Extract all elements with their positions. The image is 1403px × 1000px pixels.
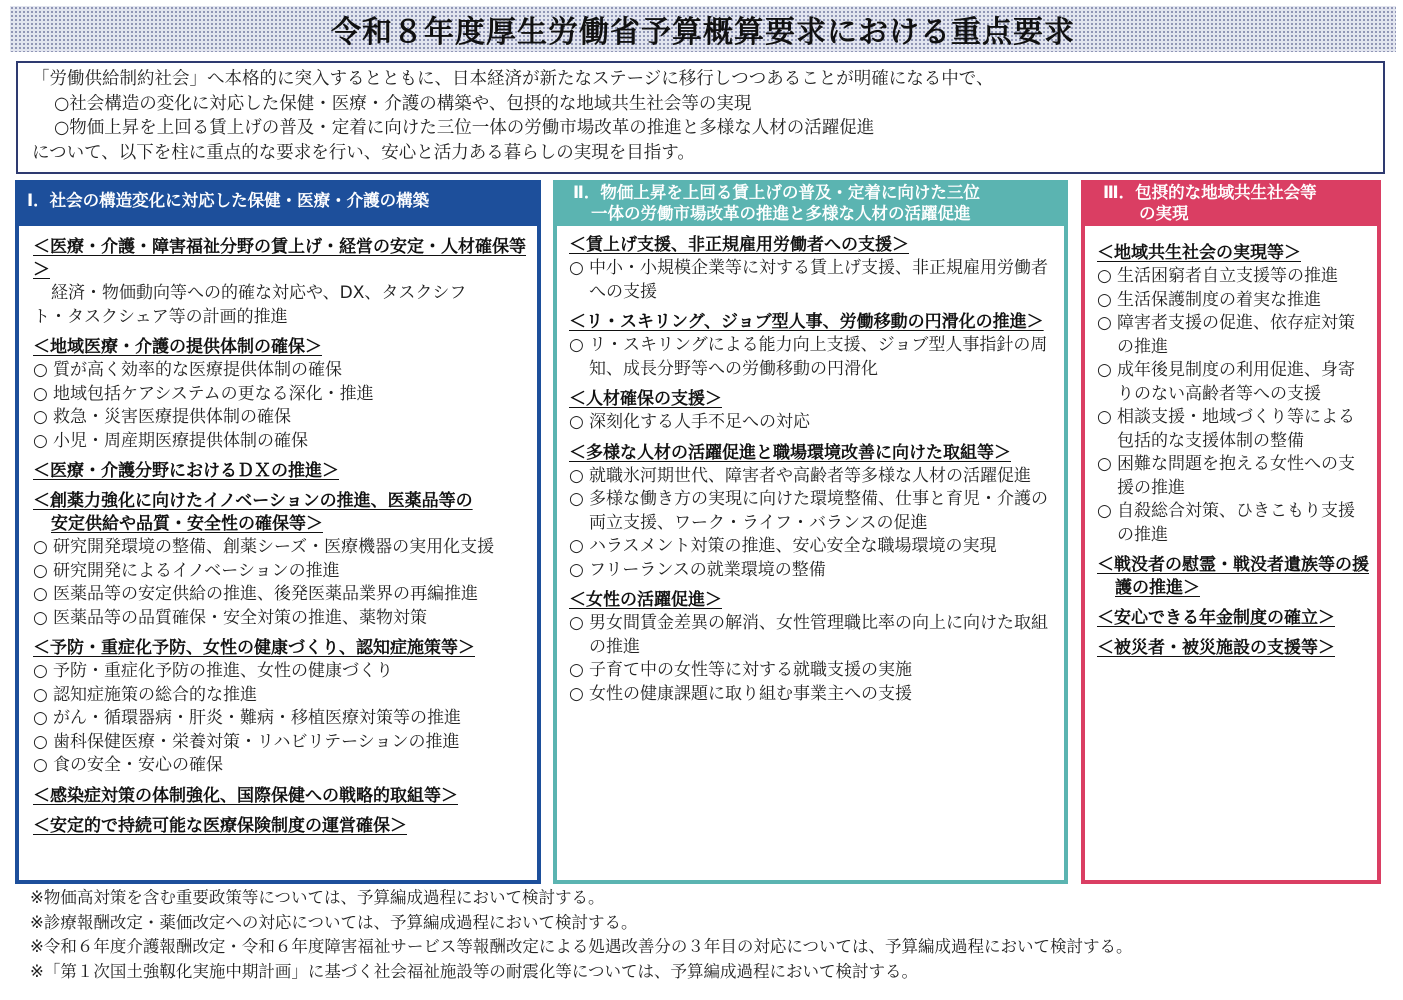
section [33, 236, 527, 329]
bullet-icon: ○ [33, 360, 48, 380]
bullet-icon: ○ [33, 407, 48, 427]
list-item: ○ 認知症施策の総合的な推進 [33, 684, 527, 708]
section [33, 490, 527, 630]
list-item: ○ 成年後見制度の利用促進、身寄りのない高齢者等への支援 [1097, 360, 1355, 404]
list-item: ○ フリーランスの就業環境の整備 [569, 559, 1058, 583]
section [1097, 242, 1369, 547]
list-item: ○ 生活保護制度の着実な推進 [1097, 289, 1369, 313]
list-item: ○ 多様な働き方の実現に向けた環境整備、仕事と育児・介護の両立支援、ワーク・ライフ・バランスの促進 [569, 489, 1048, 533]
bullet-icon: ○ [1097, 454, 1112, 474]
bullet-icon: ○ [1097, 360, 1112, 380]
list-item: ○ 女性の健康課題に取り組む事業主への支援 [569, 683, 1058, 707]
list-item: ○ 救急・災害医療提供体制の確保 [33, 406, 527, 430]
section-heading: ＜賃上げ支援、非正規雇用労働者への支援＞ [569, 235, 909, 255]
section-heading: ＜被災者・被災施設の支援等＞ [1097, 638, 1335, 658]
footnote: ※「第１次国土強靱化実施中期計画」に基づく社会福祉施設等の耐震化等については、予算編成過程において検討する。 [30, 961, 918, 981]
section [569, 442, 1058, 583]
list-item: ○ 小児・周産期医療提供体制の確保 [33, 430, 527, 454]
bullet-icon: ○ [33, 584, 48, 604]
bullet-icon: ○ [569, 613, 584, 633]
bullet-icon: ○ [569, 683, 584, 704]
bullet-icon: ○ [569, 536, 584, 556]
bullet-icon: ○ [1097, 501, 1112, 521]
list-item: ○ ハラスメント対策の推進、安心安全な職場環境の実現 [569, 535, 1058, 559]
list-item: ○ 地域包括ケアシステムの更なる深化・推進 [33, 383, 527, 407]
pillar-3-panel [1081, 180, 1381, 884]
list-item: ○ 研究開発によるイノベーションの推進 [33, 560, 527, 584]
bullet-icon: ○ [33, 560, 48, 581]
section-heading: ＜リ・スキリング、ジョブ型人事、労働移動の円滑化の推進＞ [569, 312, 1044, 332]
pillar-1-heading: Ⅰ．社会の構造変化に対応した保健・医療・介護の構築 [15, 180, 541, 226]
intro-line: ○物価上昇を上回る賃上げの普及・定着に向けた三位一体の労働市場改革の推進と多様な人材の活躍促進 [54, 118, 875, 138]
section-heading: ＜女性の活躍促進＞ [569, 590, 722, 610]
bullet-icon: ○ [33, 607, 48, 628]
section-heading: ＜医療・介護分野におけるＤＸの推進＞ [33, 461, 339, 481]
section-heading: ＜地域共生社会の実現等＞ [1097, 243, 1301, 263]
section-heading: ＜人材確保の支援＞ [569, 389, 722, 409]
bullet-icon: ○ [33, 708, 48, 728]
list-item: ○ 相談支援・地域づくり等による包括的な支援体制の整備 [1097, 407, 1355, 451]
bullet-icon: ○ [569, 489, 584, 509]
list-item: ○ 困難な問題を抱える女性への支援の推進 [1097, 454, 1355, 498]
bullet-icon: ○ [569, 258, 584, 278]
bullet-icon: ○ [1097, 266, 1112, 286]
title-banner [10, 6, 1396, 52]
section-heading: ＜地域医療・介護の提供体制の確保＞ [33, 337, 322, 357]
bullet-icon: ○ [33, 755, 48, 775]
intro-box [16, 61, 1385, 174]
page-title: 令和８年度厚生労働省予算概算要求における重点要求 [331, 15, 1075, 50]
bullet-icon: ○ [1097, 313, 1112, 333]
bullet-icon: ○ [33, 383, 48, 404]
section [33, 815, 527, 838]
list-item: ○ 質が高く効率的な医療提供体制の確保 [33, 359, 527, 383]
list-item: ○ 男女間賃金差異の解消、女性管理職比率の向上に向けた取組の推進 [569, 613, 1048, 657]
footnote: ※診療報酬改定・薬価改定への対応については、予算編成過程において検討する。 [30, 912, 638, 932]
bullet-icon: ○ [33, 661, 48, 681]
section [33, 336, 527, 453]
list-item: ○ 就職氷河期世代、障害者や高齢者等多様な人材の活躍促進 [569, 465, 1058, 489]
bullet-icon: ○ [33, 430, 48, 451]
section-heading: ＜創薬力強化に向けたイノベーションの推進、医薬品等の 安定供給や品質・安全性の確保等＞ [33, 491, 473, 534]
bullet-icon: ○ [569, 465, 584, 486]
pillar-2-panel [553, 180, 1068, 884]
section [33, 637, 527, 778]
section-text: 経済・物価動向等への的確な対応や、DX、タスクシフ ト・タスクシェア等の計画的推進 [33, 283, 467, 327]
list-item: ○ 子育て中の女性等に対する就職支援の実施 [569, 659, 1058, 683]
list-item: ○ 深刻化する人手不足への対応 [569, 411, 1058, 435]
footnote: ※物価高対策を含む重要政策等については、予算編成過程において検討する。 [30, 888, 605, 907]
pillar-2-heading: Ⅱ．物価上昇を上回る賃上げの普及・定着に向けた三位 一体の労働市場改革の推進と多様な人材の活躍促進 [553, 180, 1068, 226]
list-item: ○ リ・スキリングによる能力向上支援、ジョブ型人事指針の周知、成長分野等への労働移動の円滑化 [569, 335, 1048, 379]
pillar-1-panel [15, 180, 541, 884]
intro-line: について、以下を柱に重点的な要求を行い、安心と活力ある暮らしの実現を目指す。 [32, 142, 695, 163]
pillar-3-heading: Ⅲ．包摂的な地域共生社会等 の実現 [1081, 180, 1381, 226]
section [569, 311, 1058, 381]
section [1097, 554, 1369, 600]
bullet-icon: ○ [569, 412, 584, 432]
bullet-icon: ○ [569, 559, 584, 580]
list-item: ○ 医薬品等の安定供給の推進、後発医薬品業界の再編推進 [33, 583, 527, 607]
list-item: ○ 食の安全・安心の確保 [33, 754, 527, 778]
list-item: ○ 障害者支援の促進、依存症対策の推進 [1097, 313, 1355, 357]
footnotes [30, 886, 1133, 984]
section [1097, 607, 1369, 630]
list-item: ○ 生活困窮者自立支援等の推進 [1097, 265, 1369, 289]
section [33, 460, 527, 483]
section-heading: ＜予防・重症化予防、女性の健康づくり、認知症施策等＞ [33, 638, 475, 658]
section-heading: ＜医療・介護・障害福祉分野の賃上げ・経営の安定・人材確保等＞ [33, 237, 526, 280]
intro-line: ○社会構造の変化に対応した保健・医療・介護の構築や、包摂的な地域共生社会等の実現 [54, 93, 752, 114]
list-item: ○ 医薬品等の品質確保・安全対策の推進、薬物対策 [33, 607, 527, 631]
list-item: ○ 自殺総合対策、ひきこもり支援の推進 [1097, 501, 1355, 545]
section [569, 388, 1058, 435]
list-item: ○ 予防・重症化予防の推進、女性の健康づくり [33, 660, 527, 684]
section-heading: ＜安定的で持続可能な医療保険制度の運営確保＞ [33, 815, 407, 836]
section-heading: ＜多様な人材の活躍促進と職場環境改善に向けた取組等＞ [569, 442, 1011, 463]
list-item: ○ がん・循環器病・肝炎・難病・移植医療対策等の推進 [33, 707, 527, 731]
section-heading: ＜安心できる年金制度の確立＞ [1097, 608, 1335, 628]
bullet-icon: ○ [569, 335, 584, 355]
footnote: ※令和６年度介護報酬改定・令和６年度障害福祉サービス等報酬改定による処遇改善分の３年目の対応については、予算編成過程において検討する。 [30, 937, 1133, 956]
section [569, 589, 1058, 706]
bullet-icon: ○ [33, 684, 48, 705]
section [569, 234, 1058, 304]
list-item: ○ 研究開発環境の整備、創薬シーズ・医療機器の実用化支援 [33, 536, 527, 560]
bullet-icon: ○ [1097, 289, 1112, 310]
section [33, 785, 527, 808]
list-item: ○ 中小・小規模企業等に対する賃上げ支援、非正規雇用労働者への支援 [569, 258, 1048, 302]
bullet-icon: ○ [1097, 407, 1112, 427]
bullet-icon: ○ [33, 537, 48, 557]
section-heading: ＜戦没者の慰霊・戦没者遺族等の援護の推進＞ [1097, 555, 1369, 598]
section-heading: ＜感染症対策の体制強化、国際保健への戦略的取組等＞ [33, 785, 458, 806]
bullet-icon: ○ [33, 731, 48, 752]
section [1097, 637, 1369, 660]
list-item: ○ 歯科保健医療・栄養対策・リハビリテーションの推進 [33, 731, 527, 755]
intro-line: 「労働供給制約社会」へ本格的に突入するとともに、日本経済が新たなステージに移行しつつあることが明確になる中で、 [32, 69, 994, 89]
bullet-icon: ○ [569, 660, 584, 680]
